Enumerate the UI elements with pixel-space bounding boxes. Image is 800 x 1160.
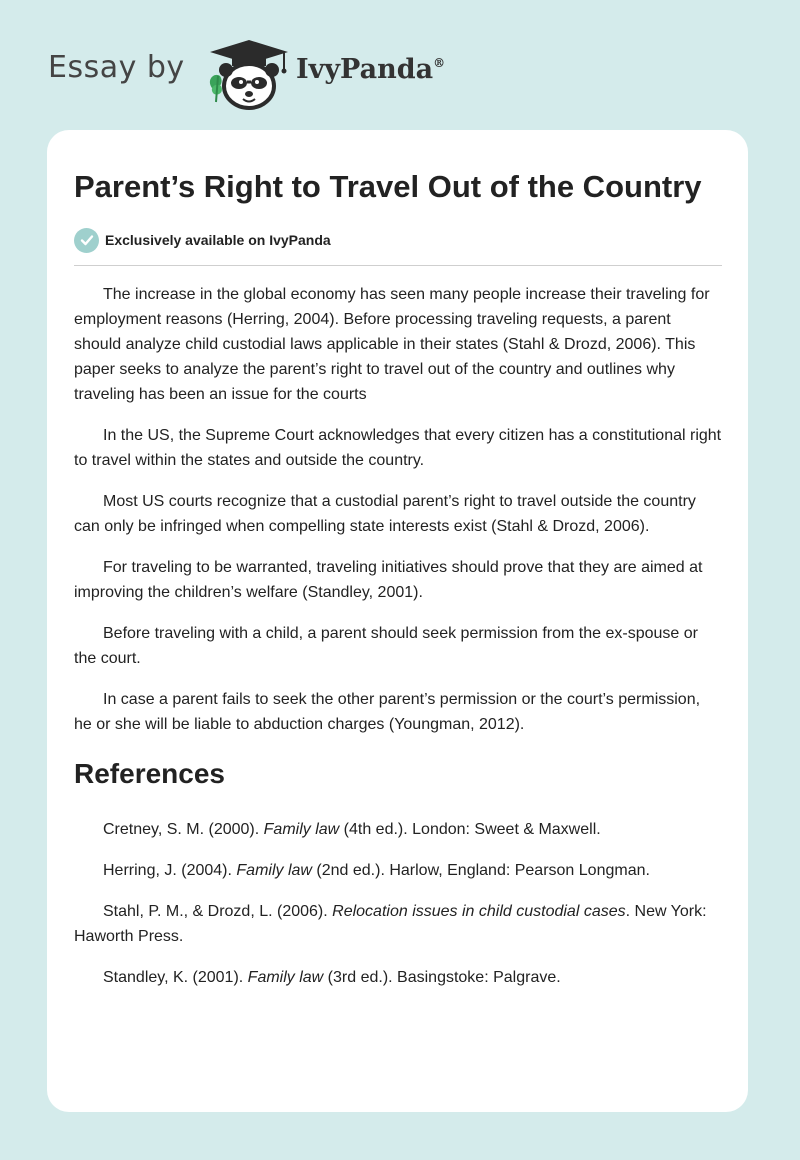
essay-card	[47, 130, 748, 1112]
references-heading: References	[74, 758, 225, 789]
brand-name[interactable]: IvyPanda®	[296, 54, 446, 85]
reference-item: Standley, K. (2001). Family law (3rd ed.). Basingstoke: Palgrave.	[103, 969, 561, 986]
body-paragraph: Most US courts recognize that a custodial parent’s right to travel outside the country can only be infringed when compelling state interests exist (Stahl & Drozd, 2006).	[74, 493, 696, 535]
body-paragraph: In case a parent fails to seek the other parent’s permission or the court’s permission, he or she will be liable to abduction charges (Youngman, 2012).	[74, 691, 701, 733]
exclusive-badge-label: Exclusively available on IvyPanda	[105, 232, 331, 248]
body-paragraph: In the US, the Supreme Court acknowledges that every citizen has a constitutional right to travel within the states and outside the country.	[74, 427, 722, 469]
reference-item: Cretney, S. M. (2000). Family law (4th ed.). London: Sweet & Maxwell.	[103, 821, 601, 838]
essay-content	[74, 166, 722, 1006]
page-title: Parent’s Right to Travel Out of the Country	[74, 169, 702, 204]
divider	[74, 265, 722, 266]
essay-body	[74, 282, 722, 737]
reference-item: Stahl, P. M., & Drozd, L. (2006). Relocation issues in child custodial cases. New York: Haworth Press.	[74, 903, 707, 945]
body-paragraph: Before traveling with a child, a parent should seek permission from the ex-spouse or the court.	[74, 625, 698, 667]
site-header	[48, 30, 508, 110]
body-paragraph: For traveling to be warranted, traveling initiatives should prove that they are aimed at improving the children’s welfare (Standley, 2001).	[74, 559, 703, 601]
body-paragraph: The increase in the global economy has seen many people increase their traveling for employment reasons (Herring, 2004). Before processing traveling requests, a parent should analyze child custodial laws applicable in their states (Stahl & Drozd, 2006). This paper seeks to analyze the parent’s right to travel out of the country and outlines why traveling has been an issue for the courts	[74, 286, 710, 403]
references-list	[74, 817, 722, 990]
panda-graduate-icon	[204, 36, 294, 112]
exclusive-badge	[74, 227, 722, 253]
reference-item: Herring, J. (2004). Family law (2nd ed.). Harlow, England: Pearson Longman.	[103, 862, 650, 879]
essay-by-label: Essay by	[48, 50, 185, 85]
registered-mark: ®	[433, 56, 446, 70]
checkmark-icon	[74, 228, 99, 253]
